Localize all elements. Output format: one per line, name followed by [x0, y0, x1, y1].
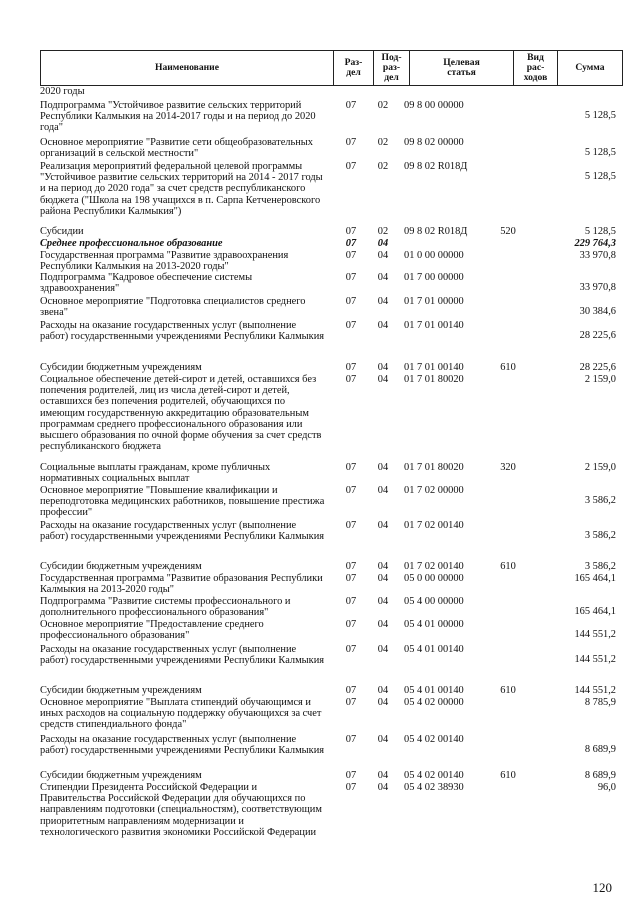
- row-razdel: 07: [345, 100, 357, 111]
- row-razdel: 07: [345, 462, 357, 473]
- row-summa: 165 464,1: [574, 606, 616, 617]
- row-celevaya: 05 4 01 00140: [404, 685, 464, 696]
- row-celevaya: 05 4 02 00140: [404, 734, 464, 745]
- row-celevaya: 05 0 00 00000: [404, 573, 464, 584]
- row-razdel: 07: [345, 644, 357, 655]
- row-podrazdel: 04: [377, 272, 389, 283]
- row-name: Основное мероприятие "Выплата стипендий обучающимся и иных расходов на социальную поддержку обучающихся за счет средств стипендиального фонда": [40, 697, 322, 731]
- row-name: Подпрограмма "Кадровое обеспечение системы здравоохранения": [40, 272, 253, 295]
- row-summa: 144 551,2: [574, 685, 616, 696]
- row-podrazdel: 02: [377, 161, 389, 172]
- row-summa: 33 970,8: [579, 282, 616, 293]
- header-vid-text: Вид рас- ходов: [523, 52, 548, 83]
- row-celevaya: 09 8 02 R018Д: [404, 161, 468, 172]
- row-vid: 610: [500, 362, 516, 373]
- row-razdel: 07: [345, 734, 357, 745]
- row-name: Основное мероприятие "Подготовка специалистов среднего звена": [40, 296, 306, 319]
- header-name: Наименование: [41, 51, 334, 85]
- header-celevaya-text: Целевая статья: [443, 57, 480, 78]
- row-summa: 28 225,6: [579, 362, 616, 373]
- row-name: Социальные выплаты гражданам, кроме публичных нормативных социальных выплат: [40, 462, 271, 485]
- row-name: Основное мероприятие "Предоставление среднего профессионального образования": [40, 619, 264, 642]
- row-celevaya: 01 0 00 00000: [404, 250, 464, 261]
- row-summa: 229 764,3: [574, 238, 616, 249]
- row-podrazdel: 04: [377, 782, 389, 793]
- row-name: Подпрограмма "Развитие системы профессионального и дополнительного профессионального образования": [40, 596, 291, 619]
- row-name: Основное мероприятие "Повышение квалификации и переподготовка медицинских работников, повышение престижа профессии": [40, 485, 325, 519]
- row-summa: 28 225,6: [579, 330, 616, 341]
- row-name: Субсидии бюджетным учреждениям: [40, 770, 202, 781]
- row-razdel: 07: [345, 320, 357, 331]
- row-razdel: 07: [345, 619, 357, 630]
- row-summa: 30 384,6: [579, 306, 616, 317]
- row-summa: 144 551,2: [574, 654, 616, 665]
- row-razdel: 07: [345, 161, 357, 172]
- row-summa: 5 128,5: [584, 147, 616, 158]
- row-name: Государственная программа "Развитие образования Республики Калмыкия на 2013-2020 годы": [40, 573, 323, 596]
- row-celevaya: 09 8 00 00000: [404, 100, 464, 111]
- header-summa: Сумма: [575, 62, 605, 73]
- row-celevaya: 05 4 01 00140: [404, 644, 464, 655]
- row-name: Подпрограмма "Устойчивое развитие сельских территорий Республики Калмыкия на 2014-2017 годы и на период до 2020 года": [40, 100, 316, 134]
- row-podrazdel: 04: [377, 296, 389, 307]
- row-summa: 5 128,5: [584, 171, 616, 182]
- row-razdel: 07: [345, 782, 357, 793]
- row-razdel: 07: [345, 137, 357, 148]
- row-podrazdel: 02: [377, 226, 389, 237]
- row-celevaya: 01 7 02 00140: [404, 561, 464, 572]
- row-razdel: 07: [345, 250, 357, 261]
- row-name: Субсидии: [40, 226, 84, 237]
- row-celevaya: 05 4 00 00000: [404, 596, 464, 607]
- row-name: Среднее профессиональное образование: [40, 238, 223, 249]
- row-vid: 320: [500, 462, 516, 473]
- row-celevaya: 01 7 01 80020: [404, 462, 464, 473]
- row-razdel: 07: [345, 573, 357, 584]
- row-summa: 8 689,9: [584, 744, 616, 755]
- row-podrazdel: 04: [377, 596, 389, 607]
- row-vid: 610: [500, 685, 516, 696]
- row-podrazdel: 04: [377, 685, 389, 696]
- header-podrazdel-text: Под- раз- дел: [381, 52, 402, 83]
- row-celevaya: 01 7 01 00000: [404, 296, 464, 307]
- row-razdel: 07: [345, 685, 357, 696]
- row-summa: 165 464,1: [574, 573, 616, 584]
- row-razdel: 07: [345, 238, 357, 249]
- row-podrazdel: 04: [377, 561, 389, 572]
- row-summa: 3 586,2: [584, 495, 616, 506]
- row-podrazdel: 04: [377, 374, 389, 385]
- row-celevaya: 09 8 02 R018Д: [404, 226, 468, 237]
- row-name: Реализация мероприятий федеральной целевой программы "Устойчивое развитие сельских территорий на 2014 - 2017 годы и на период до 2020 года" за счет средств республиканского бюджета ("Школа на 198 учащихся в п. Сарпа Кетченеровского района Республики Калмыкия"): [40, 161, 323, 217]
- row-razdel: 07: [345, 697, 357, 708]
- row-podrazdel: 04: [377, 362, 389, 373]
- row-summa: 5 128,5: [584, 110, 616, 121]
- page-number: 120: [592, 880, 612, 895]
- row-vid: 610: [500, 561, 516, 572]
- row-razdel: 07: [345, 374, 357, 385]
- row-celevaya: 01 7 02 00000: [404, 485, 464, 496]
- row-celevaya: 01 7 01 00140: [404, 320, 464, 331]
- row-summa: 2 159,0: [584, 462, 616, 473]
- row-summa: 3 586,2: [584, 530, 616, 541]
- row-podrazdel: 04: [377, 770, 389, 781]
- row-summa: 5 128,5: [584, 226, 616, 237]
- row-name: Расходы на оказание государственных услуг (выполнение работ) государственными учреждениями Республики Калмыкия: [40, 520, 325, 543]
- row-podrazdel: 02: [377, 137, 389, 148]
- row-vid: 520: [500, 226, 516, 237]
- row-summa: 8 785,9: [584, 697, 616, 708]
- row-podrazdel: 04: [377, 485, 389, 496]
- row-podrazdel: 04: [377, 250, 389, 261]
- row-name: Субсидии бюджетным учреждениям: [40, 362, 202, 373]
- row-razdel: 07: [345, 226, 357, 237]
- row-podrazdel: 04: [377, 320, 389, 331]
- row-name: Субсидии бюджетным учреждениям: [40, 685, 202, 696]
- row-podrazdel: 04: [377, 238, 389, 249]
- row-razdel: 07: [345, 770, 357, 781]
- row-razdel: 07: [345, 362, 357, 373]
- row-name: Государственная программа "Развитие здравоохранения Республики Калмыкия на 2013-2020 годы": [40, 250, 289, 273]
- row-vid: 610: [500, 770, 516, 781]
- row-podrazdel: 04: [377, 573, 389, 584]
- row-celevaya: 09 8 02 00000: [404, 137, 464, 148]
- row-podrazdel: 04: [377, 644, 389, 655]
- row-razdel: 07: [345, 596, 357, 607]
- row-podrazdel: 04: [377, 520, 389, 531]
- row-podrazdel: 04: [377, 734, 389, 745]
- row-celevaya: 01 7 02 00140: [404, 520, 464, 531]
- row-name: Расходы на оказание государственных услуг (выполнение работ) государственными учреждениями Республики Калмыкия: [40, 734, 325, 757]
- row-name: Социальное обеспечение детей-сирот и детей, оставшихся без попечения родителей, лиц из числа детей-сирот и детей, оставшихся без попечения родителей, обучающихся по имеющим государственную аккредитацию образовательным программам среднего профессионального образования или высшего образования по очной форме обучения за счет средств республиканского бюджета: [40, 374, 322, 453]
- row-name: Основное мероприятие "Развитие сети общеобразовательных организаций в сельской местности": [40, 137, 313, 160]
- header-razdel-text: Раз- дел: [344, 57, 363, 78]
- row-celevaya: 01 7 01 00140: [404, 362, 464, 373]
- row-celevaya: 05 4 02 00140: [404, 770, 464, 781]
- row-name: Субсидии бюджетным учреждениям: [40, 561, 202, 572]
- row-name: Расходы на оказание государственных услуг (выполнение работ) государственными учреждениями Республики Калмыкия: [40, 644, 325, 667]
- row-podrazdel: 04: [377, 697, 389, 708]
- row-razdel: 07: [345, 272, 357, 283]
- row-razdel: 07: [345, 296, 357, 307]
- row-summa: 3 586,2: [584, 561, 616, 572]
- row-summa: 144 551,2: [574, 629, 616, 640]
- row-podrazdel: 02: [377, 100, 389, 111]
- row-podrazdel: 04: [377, 462, 389, 473]
- row-name: Расходы на оказание государственных услуг (выполнение работ) государственными учреждениями Республики Калмыкия: [40, 320, 325, 343]
- row-celevaya: 01 7 01 80020: [404, 374, 464, 385]
- row-summa: 8 689,9: [584, 770, 616, 781]
- row-razdel: 07: [345, 561, 357, 572]
- row-name: 2020 годы: [40, 86, 85, 97]
- row-razdel: 07: [345, 520, 357, 531]
- row-celevaya: 05 4 01 00000: [404, 619, 464, 630]
- row-summa: 96,0: [597, 782, 616, 793]
- row-celevaya: 05 4 02 38930: [404, 782, 464, 793]
- row-summa: 2 159,0: [584, 374, 616, 385]
- row-celevaya: 05 4 02 00000: [404, 697, 464, 708]
- row-razdel: 07: [345, 485, 357, 496]
- row-podrazdel: 04: [377, 619, 389, 630]
- row-name: Стипендии Президента Российской Федерации и Правительства Российской Федерации для обучающихся по направлениям подготовки (специальностям), соответствующим приоритетным направлениям модернизации и технологического развития экономики Российской Федерации: [40, 782, 322, 838]
- row-summa: 33 970,8: [579, 250, 616, 261]
- row-celevaya: 01 7 00 00000: [404, 272, 464, 283]
